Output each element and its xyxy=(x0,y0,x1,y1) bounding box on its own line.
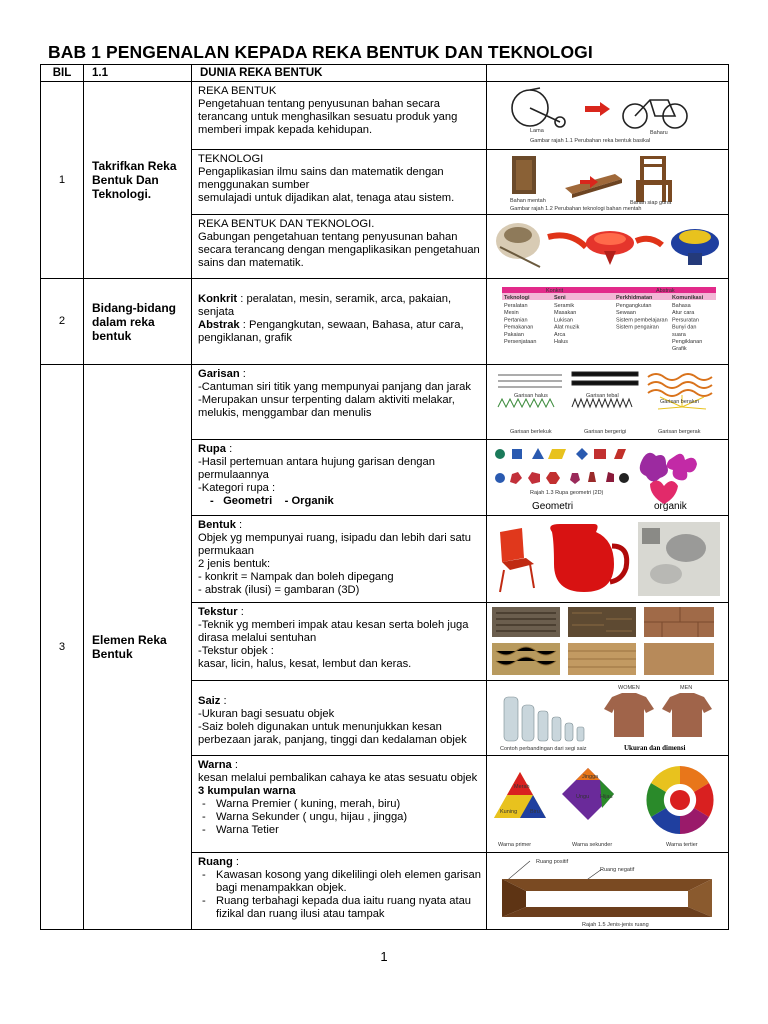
rupa-label: Rupa xyxy=(198,443,226,455)
reka-bentuk-text: Pengetahuan tentang penyusunan bahan secara terancang untuk menghasilkan sesuatu produk yang memberi impak kepada kehidupan. xyxy=(198,98,458,136)
lines-cap-5: Garisan bergerigi xyxy=(584,429,627,435)
lines-cap-6: Garisan bergerak xyxy=(658,429,701,435)
bidang-cell: suara xyxy=(672,331,686,338)
ruang-list xyxy=(198,869,482,921)
table-row xyxy=(41,82,729,150)
color-w6: Hijau xyxy=(600,794,613,800)
shapes-org-label: organik xyxy=(654,501,687,512)
garisan-sep: : xyxy=(239,368,246,380)
space-neg: Ruang negatif xyxy=(600,867,635,873)
bidang-group-a: Konkrit xyxy=(546,287,564,294)
wood-chair-figure xyxy=(490,152,726,212)
bidang-h3: Perkhidmatan xyxy=(616,294,653,301)
color-w2: Kuning xyxy=(500,809,518,815)
tekstur-line1: -Teknik yg memberi impak atau kesan serta boleh juga dirasa melalui sentuhan xyxy=(198,619,469,644)
tekstur-label: Tekstur xyxy=(198,606,238,618)
wood-caption: Gambar rajah 1.2 Perubahan teknologi bahan mentah xyxy=(510,206,642,212)
color-cap-1: Warna primer xyxy=(498,842,532,848)
bentuk-line2: 2 jenis bentuk: xyxy=(198,558,271,570)
color-w3: Biru xyxy=(530,809,540,815)
saiz-line1: -Ukuran bagi sesuatu objek xyxy=(198,708,335,720)
saiz-sep: : xyxy=(220,695,227,707)
space-figure xyxy=(490,855,726,927)
page-number: 1 xyxy=(380,949,388,964)
warna-item: - Warna Tetier xyxy=(216,824,482,837)
warna-item: - Warna Premier ( kuning, merah, biru) xyxy=(216,798,482,811)
rupa-sep: : xyxy=(225,443,233,455)
rupa-org: - Organik xyxy=(284,495,334,507)
header-bil: BIL xyxy=(41,65,84,82)
space-pos: Ruang positif xyxy=(536,859,569,865)
bidang-cell: Mesin xyxy=(504,309,519,316)
bidang-cell: Seramik xyxy=(554,302,575,309)
warna-line2: 3 kumpulan warna xyxy=(198,785,296,797)
warna-sep: : xyxy=(231,759,238,771)
teknologi-line2: semulajadi untuk dijadikan alat, tenaga atau sistem. xyxy=(198,192,455,204)
bidang-cell: Masakan xyxy=(554,309,577,316)
warna-list xyxy=(198,798,482,837)
wood-label-raw: Bahan mentah xyxy=(510,198,546,204)
reka-bentuk-title: REKA BENTUK xyxy=(198,85,277,97)
tekstur-line3: kasar, licin, halus, kesat, lembut dan keras. xyxy=(198,658,412,670)
garisan-line2: -Merupakan unsur terpenting dalam aktiviti melakar, melukis, menggambar dan menulis xyxy=(198,394,455,419)
bidang-cell: Sistem pembelajaran xyxy=(616,316,668,323)
bentuk-line1: Objek yg mempunyai ruang, isipadu dan lebih dari satu permukaan xyxy=(198,532,472,557)
bidang-cell: Pakaian xyxy=(504,331,524,338)
header-topic: DUNIA REKA BENTUK xyxy=(192,65,487,82)
lines-cap-3: Garisan beralun xyxy=(660,399,700,405)
color-w4: Jingga xyxy=(582,774,599,780)
bentuk-line4: - abstrak (ilusi) = gambaran (3D) xyxy=(198,584,360,596)
bicycle-label-new: Baharu xyxy=(650,130,668,136)
bidang-h2: Seni xyxy=(554,294,566,301)
bidang-cell: Sistem pengairan xyxy=(616,324,659,331)
bidang-cell: Bahasa xyxy=(672,302,691,309)
garisan-label: Garisan xyxy=(198,368,240,380)
table-row: Rupa : -Hasil pertemuan antara hujung garisan dengan permulaannya -Kategori rupa : - Geometri - Organik Geometri organik Rajah 1.3 Rupa geometri (2D) xyxy=(41,440,729,516)
rbt-title: REKA BENTUK DAN TEKNOLOGI. xyxy=(198,218,375,230)
lines-figure xyxy=(490,367,726,435)
rupa-line1: -Hasil pertemuan antara hujung garisan dengan permulaannya xyxy=(198,456,435,481)
bidang-cell: Pengiklanan xyxy=(672,338,703,345)
konkrit-text: : peralatan, mesin, seramik, arca, pakaian, senjata xyxy=(198,293,452,318)
bentuk-line3: - konkrit = Nampak dan boleh dipegang xyxy=(198,571,394,583)
bidang-cell: Lukisan xyxy=(554,316,573,323)
konkrit-label: Konkrit xyxy=(198,293,238,305)
saiz-label: Saiz xyxy=(198,695,221,707)
size-figure xyxy=(490,683,726,753)
bicycle-figure xyxy=(490,84,726,146)
table-row xyxy=(41,279,729,365)
bidang-cell: Pertanian xyxy=(504,316,528,323)
bidang-cell: Atur cara xyxy=(672,309,695,316)
bidang-cell: Pengangkutan xyxy=(616,302,652,309)
saiz-line2: -Saiz boleh digunakan untuk menunjukkan kesan perbezaan jarak, panjang, tinggi dan kedalaman objek xyxy=(198,721,467,746)
shapes-caption: Rajah 1.3 Rupa geometri (2D) xyxy=(530,490,604,496)
rupa-line2: -Kategori rupa : xyxy=(198,482,276,494)
color-w5: Ungu xyxy=(576,794,590,800)
bidang-cell: Sewaan xyxy=(616,309,636,316)
bidang-cell: Arca xyxy=(554,331,566,338)
bidang-h1: Teknologi xyxy=(504,294,530,301)
row-topic: Elemen Reka Bentuk xyxy=(84,365,192,930)
bidang-cell: Alat muzik xyxy=(554,324,580,331)
teknologi-line1: Pengaplikasian ilmu sains dan matematik dengan menggunakan sumber xyxy=(198,166,444,191)
table-header-row xyxy=(41,65,729,82)
ruang-sep: : xyxy=(232,856,240,868)
warna-item: - Warna Sekunder ( ungu, hijau , jingga) xyxy=(216,811,482,824)
space-caption: Rajah 1.5 Jenis-jenis ruang xyxy=(582,922,649,927)
size-men: MEN xyxy=(680,685,693,691)
bidang-h4: Komunikasi xyxy=(672,294,704,301)
shapes-geo-label: Geometri xyxy=(532,501,574,512)
page-title: BAB 1 PENGENALAN KEPADA REKA BENTUK DAN TEKNOLOGI xyxy=(48,42,593,62)
abstrak-label: Abstrak xyxy=(198,319,240,331)
warna-line1: kesan melalui pembalikan cahaya ke atas sesuatu objek xyxy=(198,772,478,784)
header-num: 1.1 xyxy=(84,65,192,82)
shapes-figure xyxy=(490,442,726,512)
warna-label: Warna xyxy=(198,759,232,771)
table-row xyxy=(41,365,729,440)
forms-figure xyxy=(490,518,726,600)
bidang-cell: Halus xyxy=(554,338,569,345)
lines-cap-2: Garisan tebal xyxy=(586,393,619,399)
ruang-item: - Ruang terbahagi kepada dua iaitu ruang nyata atau fizikal dan ruang ilusi atau tampak xyxy=(216,895,482,921)
wood-label-finished: Bahan siap guna xyxy=(630,200,672,206)
row-number: 1 xyxy=(41,82,84,279)
bidang-group-b: Abstrak xyxy=(656,287,675,294)
bicycle-label-old: Lama xyxy=(530,128,544,134)
lines-cap-4: Garisan berlekuk xyxy=(510,429,552,435)
garisan-line1: -Cantuman siri titik yang mempunyai panjang dan jarak xyxy=(198,381,471,393)
bidang-cell: Persenjataan xyxy=(504,338,537,345)
color-w1: Merah xyxy=(514,784,530,790)
bentuk-label: Bentuk xyxy=(198,519,236,531)
ruang-label: Ruang xyxy=(198,856,233,868)
row-number: 2 xyxy=(41,279,84,365)
texture-figure xyxy=(490,605,726,677)
row-topic: Bidang-bidang dalam reka bentuk xyxy=(84,279,192,365)
size-caption-right: Ukuran dan dimensi xyxy=(624,744,686,752)
rupa-geo: Geometri xyxy=(223,495,273,507)
lines-cap-1: Garisan halus xyxy=(514,393,548,399)
header-empty xyxy=(487,65,729,82)
row-topic: Takrifkan Reka Bentuk Dan Teknologi. xyxy=(84,82,192,279)
rbt-text: Gabungan pengetahuan tentang penyusunan bahan secara terancang dengan mengaplikasikan pengetahuan sains dan matematik. xyxy=(198,231,480,269)
size-caption-left: Contoh perbandingan dari segi saiz xyxy=(500,746,587,752)
abstrak-text: : Pengangkutan, sewaan, Bahasa, atur cara, pengiklanan, grafik xyxy=(198,319,464,344)
tekstur-line2: -Tekstur objek : xyxy=(198,645,274,657)
bidang-cell: Bunyi dan xyxy=(672,324,697,331)
spinning-top-figure xyxy=(490,217,726,275)
bentuk-sep: : xyxy=(235,519,243,531)
ruang-item: - Kawasan kosong yang dikelilingi oleh elemen garisan bagi menampakkan objek. xyxy=(216,869,482,895)
bidang-table-figure xyxy=(490,285,726,359)
bidang-cell: Persuratan xyxy=(672,316,699,323)
notes-table xyxy=(40,64,729,930)
bicycle-caption: Gambar rajah 1.1 Perubahan reka bentuk basikal xyxy=(530,138,651,144)
row-number: 3 xyxy=(41,365,84,930)
bidang-cell: Pemakanan xyxy=(504,324,534,331)
color-figure xyxy=(490,758,726,850)
teknologi-title: TEKNOLOGI xyxy=(198,153,264,165)
size-women: WOMEN xyxy=(618,685,640,691)
bidang-cell: Grafik xyxy=(672,345,687,352)
color-cap-3: Warna tertier xyxy=(666,842,698,848)
bidang-cell: Peralatan xyxy=(504,302,528,309)
color-cap-2: Warna sekunder xyxy=(572,842,613,848)
tekstur-sep: : xyxy=(237,606,244,618)
